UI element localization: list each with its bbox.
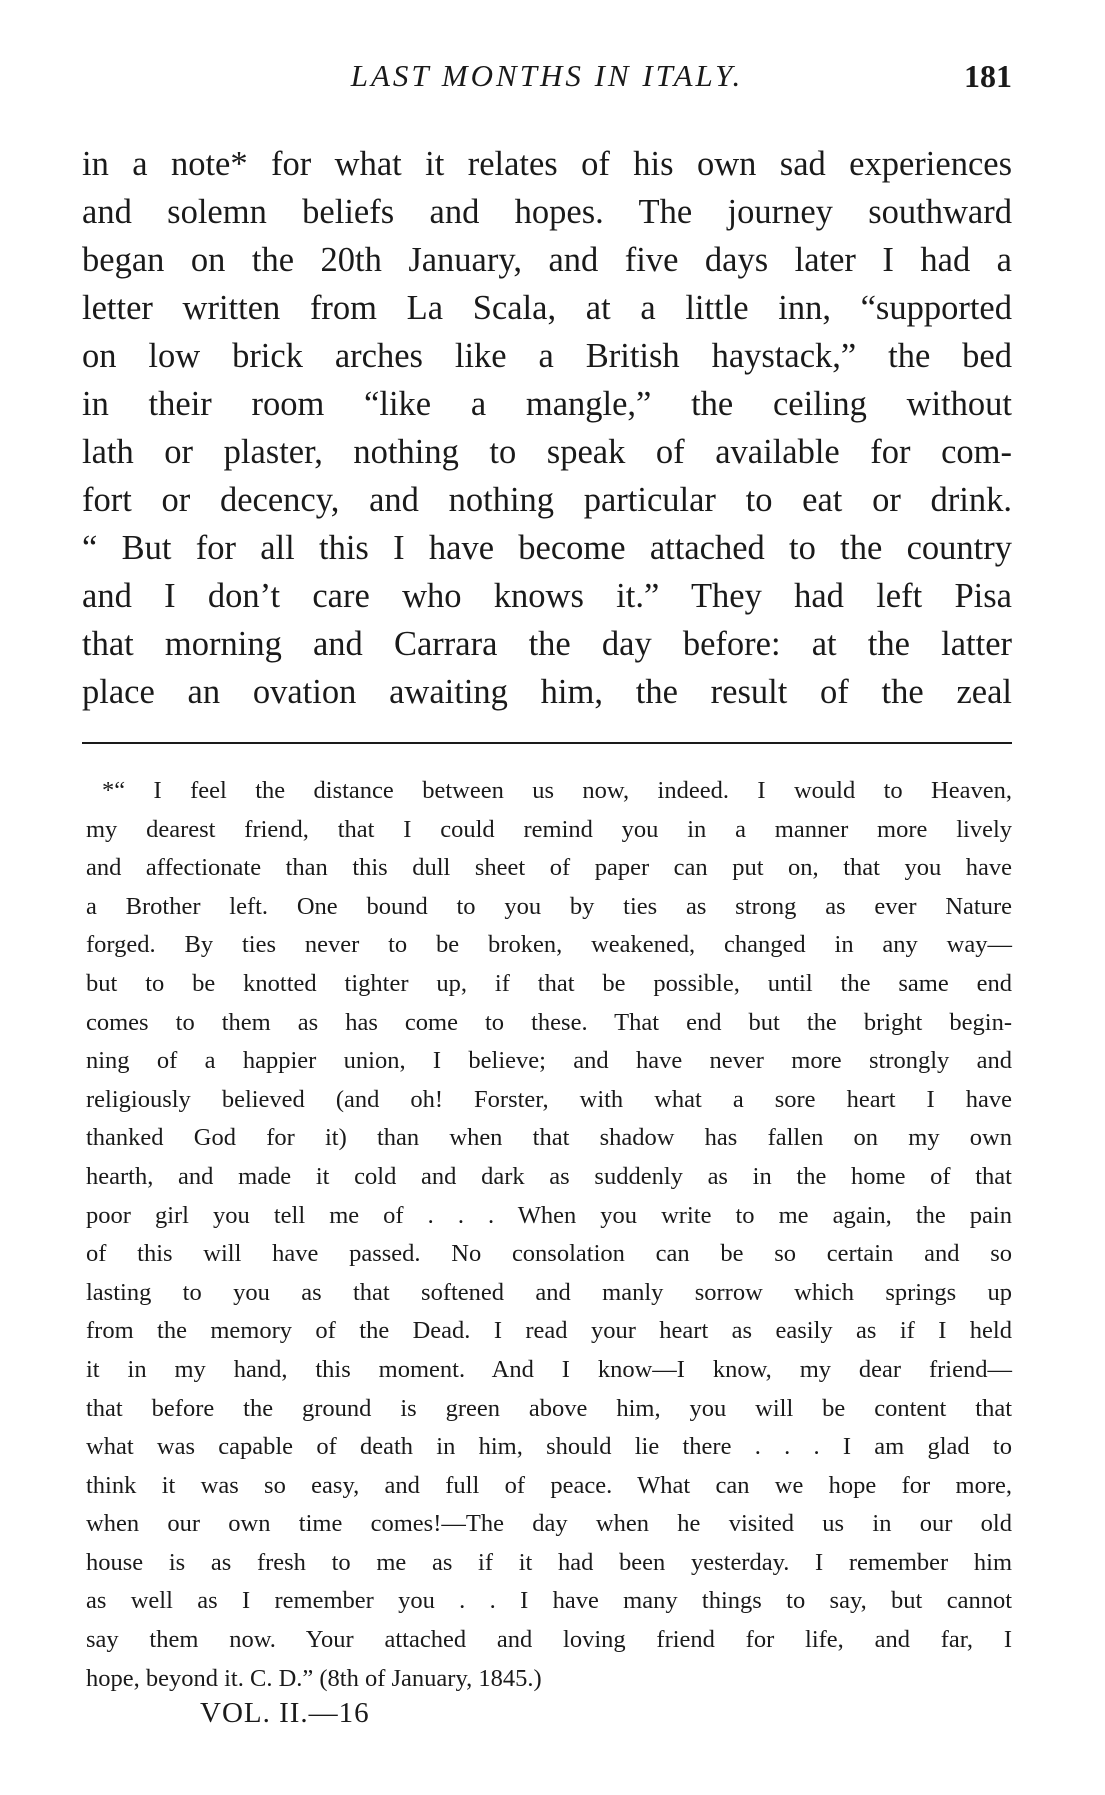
body-line: “ But for all this I have become attached to the country (82, 529, 1012, 567)
footnote-line: comes to them as has come to these. That end but the bright begin- (86, 1008, 1012, 1036)
footnote-line: hearth, and made it cold and dark as suddenly as in the home of that (86, 1162, 1012, 1190)
footnote-line: forged. By ties never to be broken, weakened, changed in any way— (86, 931, 1012, 959)
footnote-line: religiously believed (and oh! Forster, with what a sore heart I have (86, 1085, 1012, 1113)
footnote-line: a Brother left. One bound to you by ties as strong as ever Nature (86, 892, 1012, 920)
footnote-line: from the memory of the Dead. I read your heart as easily as if I held (86, 1317, 1012, 1345)
page-number: 181 (964, 58, 1012, 94)
footnote-line: my dearest friend, that I could remind you in a manner more lively (86, 815, 1012, 843)
footnote-rule (82, 742, 1012, 744)
footnote-line: what was capable of death in him, should lie there . . . I am glad to (86, 1433, 1012, 1461)
body-line: began on the 20th January, and five days later I had a (82, 241, 1012, 279)
footnote-line: and affectionate than this dull sheet of paper can put on, that you have (86, 854, 1012, 882)
footnote-line: thanked God for it) than when that shadow has fallen on my own (86, 1124, 1012, 1152)
footnote-line: *“ I feel the distance between us now, indeed. I would to Heaven, (102, 777, 1012, 804)
body-line: fort or decency, and nothing particular to eat or drink. (82, 481, 1012, 519)
footnote-line: that before the ground is green above him, you will be content that (86, 1394, 1012, 1422)
footnote-line: but to be knotted tighter up, if that be possible, until the same end (86, 969, 1012, 997)
footnote-line: when our own time comes!—The day when he visited us in our old (86, 1510, 1012, 1538)
body-line: letter written from La Scala, at a little inn, “supported (82, 289, 1012, 327)
running-title: LAST MONTHS IN ITALY. (350, 58, 744, 93)
body-line: and solemn beliefs and hopes. The journey southward (82, 193, 1012, 231)
footnote-line: it in my hand, this moment. And I know—I know, my dear friend— (86, 1355, 1012, 1383)
body-text (82, 140, 1012, 716)
footnote-line: as well as I remember you . . I have many things to say, but cannot (86, 1587, 1012, 1615)
footnote-line: ning of a happier union, I believe; and have never more strongly and (86, 1047, 1012, 1075)
running-head (82, 58, 1012, 98)
body-line: that morning and Carrara the day before: at the latter (82, 625, 1012, 663)
footnote-line: hope, beyond it. C. D.” (8th of January, 1845.) (86, 1664, 542, 1692)
body-line: lath or plaster, nothing to speak of available for com- (82, 433, 1012, 471)
footnote (86, 772, 1012, 1698)
footnote-line: of this will have passed. No consolation can be so certain and so (86, 1240, 1012, 1268)
footnote-line: think it was so easy, and full of peace. What can we hope for more, (86, 1471, 1012, 1499)
footnote-line: lasting to you as that softened and manly sorrow which springs up (86, 1278, 1012, 1306)
body-line: place an ovation awaiting him, the result of the zeal (82, 673, 1012, 711)
footnote-line: poor girl you tell me of . . . When you write to me again, the pain (86, 1201, 1012, 1229)
footnote-line: say them now. Your attached and loving friend for life, and far, I (86, 1626, 1012, 1654)
body-line: and I don’t care who knows it.” They had left Pisa (82, 577, 1012, 615)
body-line: on low brick arches like a British haystack,” the bed (82, 337, 1012, 375)
signature-mark: VOL. II.—16 (200, 1697, 370, 1729)
body-line: in their room “like a mangle,” the ceiling without (82, 385, 1012, 423)
body-line: in a note* for what it relates of his own sad experiences (82, 145, 1012, 183)
footnote-line: house is as fresh to me as if it had been yesterday. I remember him (86, 1548, 1012, 1576)
